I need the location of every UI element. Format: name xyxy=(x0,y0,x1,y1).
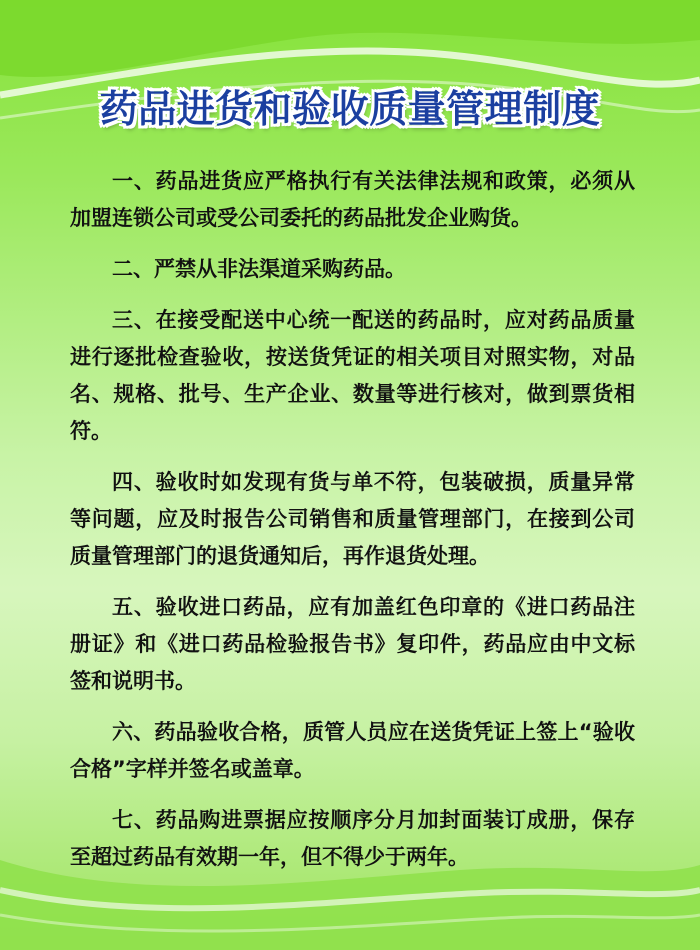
clause-1: 一、药品进货应严格执行有关法律法规和政策，必须从加盟连锁公司或受公司委托的药品批发企业购货。 xyxy=(70,169,635,230)
clause-2: 二、严禁从非法渠道采购药品。 xyxy=(112,257,406,281)
clause-4: 四、验收时如发现有货与单不符，包装破损，质量异常等问题，应及时报告公司销售和质量管理部门，在接到公司质量管理部门的退货通知后，再作退货处理。 xyxy=(70,470,635,568)
clause-6: 六、药品验收合格，质管人员应在送货凭证上签上“验收合格”字样并签名或盖章。 xyxy=(70,720,635,781)
clause-7: 七、药品购进票据应按顺序分月加封面装订成册，保存至超过药品有效期一年，但不得少于两年。 xyxy=(70,808,635,869)
regulation-body xyxy=(70,163,635,890)
clause-3: 三、在接受配送中心统一配送的药品时，应对药品质量进行逐批检查验收，按送货凭证的相关项目对照实物，对品名、规格、批号、生产企业、数量等进行核对，做到票货相符。 xyxy=(70,308,635,443)
document-title: 药品进货和验收质量管理制度 xyxy=(99,87,601,131)
clause-5: 五、验收进口药品，应有加盖红色印章的《进口药品注册证》和《进口药品检验报告书》复印件，药品应由中文标签和说明书。 xyxy=(70,595,635,693)
